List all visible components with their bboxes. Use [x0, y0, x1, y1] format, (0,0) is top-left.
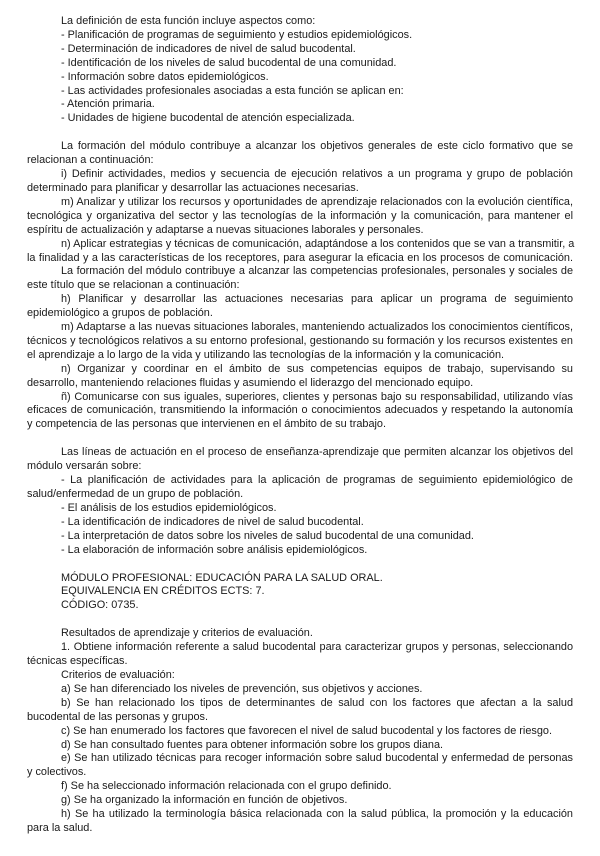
text-line: espíritu de actualización y adaptarse a nuevas situaciones laborales y personales.	[27, 223, 424, 236]
paragraph-gap	[61, 558, 573, 572]
text-line: epidemiológico a grupos de población.	[27, 307, 213, 320]
text-line: h) Se ha utilizado la terminología básica relacionada con la salud pública, la promoción y la educación	[61, 808, 573, 821]
text-line: módulo versarán sobre:	[27, 460, 142, 473]
text-line: g) Se ha organizado la información en función de objetivos.	[61, 794, 348, 807]
text-line: para la salud.	[27, 821, 93, 834]
text-line: m) Adaptarse a las nuevas situaciones laborales, manteniendo actualizados los conocimientos científicos,	[61, 321, 573, 334]
text-line: n) Aplicar estrategias y técnicas de comunicación, adaptándose a los contenidos que se van a transmitir, a	[61, 237, 575, 250]
text-line: - Unidades de higiene bucodental de atención especializada.	[61, 112, 355, 125]
text-line: técnicas específicas.	[27, 655, 128, 668]
text-line: - La elaboración de información sobre análisis epidemiológicos.	[61, 543, 368, 556]
text-line: m) Analizar y utilizar los recursos y oportunidades de aprendizaje relacionados con la evolución científica,	[61, 195, 573, 208]
text-line: eficaces de comunicación, transmitiendo la información o conocimientos adecuados y respetando la autonomía	[27, 404, 573, 417]
text-line: 1. Obtiene información referente a salud bucodental para caracterizar grupos y personas, seleccionando	[61, 641, 573, 654]
text-line: Resultados de aprendizaje y criterios de evaluación.	[61, 627, 313, 640]
text-line: técnicos y tecnológicos relativos a su entorno profesional, gestionando su formación y los recursos existentes en	[27, 334, 573, 347]
paragraph-gap	[61, 126, 573, 140]
text-line: - Las actividades profesionales asociadas a esta función se aplican en:	[61, 84, 404, 97]
text-line: ñ) Comunicarse con sus iguales, superiores, clientes y personas bajo su responsabilidad, utilizando vías	[61, 390, 573, 403]
paragraph-gap	[61, 613, 573, 627]
text-line: - La interpretación de datos sobre los niveles de salud bucodental de una comunidad.	[61, 529, 474, 542]
text-line: b) Se han relacionado los tipos de determinantes de salud con los factores que afectan a la salud	[61, 696, 573, 709]
text-line: tecnológica y organizativa del sector y las tecnologías de la información y la comunicación, para mantener el	[27, 209, 573, 222]
text-line: y competencia de las personas que intervienen en el ámbito de su trabajo.	[27, 418, 387, 431]
text-line: h) Planificar y desarrollar las actuaciones necesarias para aplicar un programa de seguimiento	[61, 293, 573, 306]
text-line: a) Se han diferenciado los niveles de prevención, sus objetivos y acciones.	[61, 682, 423, 695]
text-line: CÓDIGO: 0735.	[61, 599, 139, 612]
text-line: MÓDULO PROFESIONAL: EDUCACIÓN PARA LA SALUD ORAL.	[61, 571, 383, 584]
text-line: relacionan a continuación:	[27, 154, 154, 167]
text-line: La formación del módulo contribuye a alcanzar las competencias profesionales, personales y sociales de	[61, 265, 573, 278]
text-line: La definición de esta función incluye aspectos como:	[61, 15, 316, 27]
text-line: - El análisis de los estudios epidemiológicos.	[61, 501, 277, 514]
text-line: - Determinación de indicadores de nivel de salud bucodental.	[61, 42, 356, 55]
text-line: i) Definir actividades, medios y secuencia de ejecución relativos a un programa y grupo de población	[61, 168, 573, 181]
text-line: el aprendizaje a lo largo de la vida y utilizando las tecnologías de la información y la comunicación.	[27, 348, 505, 361]
text-line: desarrollo, manteniendo relaciones fluidas y asumiendo el liderazgo del mencionado equipo.	[27, 376, 474, 389]
text-line: salud/enfermedad de un grupo de población.	[27, 488, 244, 500]
text-line: - Identificación de los niveles de salud bucodental de una comunidad.	[61, 56, 397, 69]
text-line: - La identificación de indicadores de nivel de salud bucodental.	[61, 515, 364, 528]
text-line: f) Se ha seleccionado información relacionada con el grupo definido.	[61, 780, 392, 793]
text-line: y colectivos.	[27, 766, 87, 779]
text-line: - Planificación de programas de seguimiento y estudios epidemiológicos.	[61, 28, 413, 41]
text-line: La formación del módulo contribuye a alcanzar los objetivos generales de este ciclo formativo que se	[61, 140, 573, 153]
text-line: - La planificación de actividades para la aplicación de programas de seguimiento epidemiológico de	[61, 474, 573, 487]
text-line: Las líneas de actuación en el proceso de enseñanza-aprendizaje que permiten alcanzar los objetivos del	[61, 446, 573, 459]
text-line: la finalidad y a las características de los receptores, para asegurar la eficacia en los procesos de comunicación.	[27, 251, 573, 264]
text-line: c) Se han enumerado los factores que favorecen el nivel de salud bucodental y los factores de riesgo.	[61, 724, 552, 737]
text-line: bucodental de las personas y grupos.	[27, 710, 209, 723]
text-line: determinado para planificar y desarrollar las actuaciones necesarias.	[27, 181, 359, 194]
text-line: este título que se relacionan a continuación:	[27, 279, 240, 292]
text-line: e) Se han utilizado técnicas para recoger información sobre salud bucodental y enfermedad de personas	[61, 752, 573, 765]
text-line: - Atención primaria.	[61, 98, 155, 111]
text-line: d) Se han consultado fuentes para obtener información sobre los grupos diana.	[61, 738, 444, 751]
text-line: EQUIVALENCIA EN CRÉDITOS ECTS: 7.	[61, 585, 265, 598]
text-line: Criterios de evaluación:	[61, 668, 175, 681]
text-line: - Información sobre datos epidemiológicos.	[61, 70, 269, 83]
text-line: n) Organizar y coordinar en el ámbito de sus competencias equipos de trabajo, supervisando su	[61, 362, 573, 375]
paragraph-gap	[61, 432, 573, 446]
